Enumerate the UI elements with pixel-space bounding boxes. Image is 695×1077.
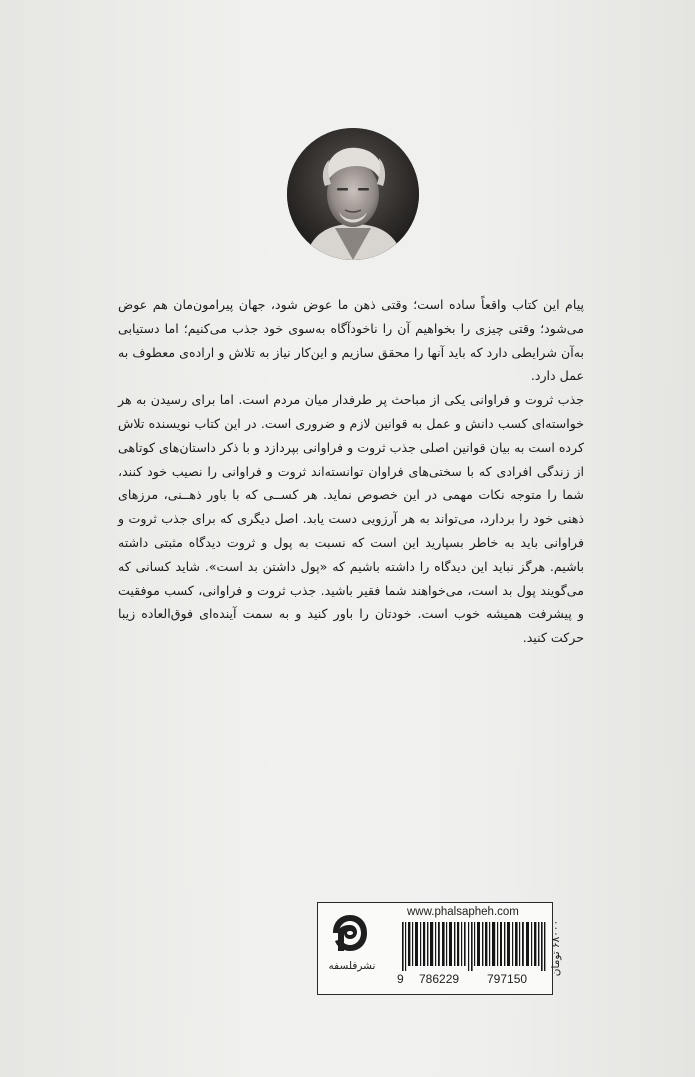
- isbn-barcode: [402, 922, 546, 971]
- synopsis-paragraph-2: جذب ثروت و فراوانی یکی از مباحث پر طرفدار میان مردم است. اما برای رسیدن به هر خواسته‌ای کسب دانش و عمل به قوانین لازم و ضروری است. در این کتاب نویسنده تلاش کرده است به بیان قوانین اصلی جذب ثروت و فراوانی بپردازد و با ذکر داستان‌های کوتاهی از زندگی افرادی که با سختی‌های فراوان توانسته‌اند ثروت و فراوانی را نصیب خود کنند، شما را متوجه نکات مهمی در این خصوص نماید. هر کســی که با باور ذهــنی، مرزهای ذهنی خود را بردارد، می‌تواند به هر آرزویی دست یابد. اصل دیگری که برای جذب ثروت و فراوانی باید به خاطر بسپارید این است که نسبت به پول و ثروت دیدگاه مثبتی داشته باشیم. هرگز نباید این دیدگاه را داشته باشیم که «پول داشتن بد است». شاید کسانی که می‌گویند پول بد است، می‌خواهند شما فقیر باشید. جذب ثروت و فراوانی، کسب موفقیت و پیشرفت همیشه خوب است. خودتان را باور کنید و به سمت آینده‌ای فوق‌العاده زیبا حرکت کنید.: [118, 392, 584, 646]
- synopsis-paragraph-1: پیام این کتاب واقعاً ساده است؛ وقتی ذهن ما عوض شود، جهان پیرامون‌مان هم عوض می‌شود؛ وقتی چیزی را بخواهیم آن را ناخودآگاه به‌سوی خود جذب می‌کنیم؛ اما دستیابی به‌آن شرایطی دارد که باید آنها را محقق سازیم و این‌کار نیاز به تلاش و اراده‌ی معطوف به عمل دارد.: [118, 297, 584, 384]
- synopsis-text: [118, 293, 584, 650]
- price-label: ۶۸۰۰۰ تومان: [550, 919, 562, 977]
- phalsapheh-publisher-logo: [327, 911, 373, 955]
- publisher-name: نشرفلسفه: [328, 960, 376, 972]
- isbn-number: [397, 972, 549, 988]
- publisher-website: www.phalsapheh.com: [407, 906, 519, 918]
- isbn-group-2: 797150: [487, 972, 528, 986]
- isbn-group-1: 786229: [419, 972, 460, 986]
- isbn-prefix: 9: [397, 972, 404, 986]
- author-portrait: [287, 128, 419, 260]
